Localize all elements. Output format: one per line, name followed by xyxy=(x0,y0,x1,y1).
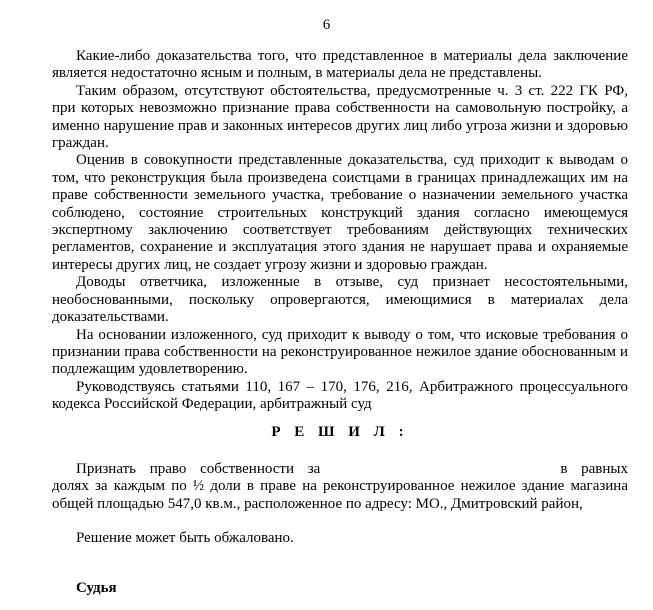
signature-judge: Судья xyxy=(76,579,117,596)
paragraph-appeal: Решение может быть обжаловано. xyxy=(76,530,294,547)
paragraph-conclusion: На основании изложенного, суд приходит к выводу о том, что исковые требования о признании права собственности на реконструированное нежилое здание обоснованным и подлежащим удовлетворению. xyxy=(52,326,628,378)
paragraph-evidence: Какие-либо доказательства того, что представленное в материалы дела заключение является недостаточно ясным и полным, в материалы дела не представлены. xyxy=(52,48,628,82)
paragraph-decision xyxy=(52,461,628,513)
paragraph-circumstances: Таким образом, отсутствуют обстоятельства, предусмотренные ч. 3 ст. 222 ГК РФ, при которых невозможно признание права собственности на самовольную постройку, а именно нарушение прав и законных интересов других лиц либо угроза жизни и здоровью граждан. xyxy=(52,82,628,152)
paragraph-defendant-arguments: Доводы ответчика, изложенные в отзыве, суд признает несостоятельными, необоснованными, поскольку опровергаются, имеющимися в материалах дела доказательствами. xyxy=(52,274,628,326)
decision-heading: Р Е Ш И Л : xyxy=(271,423,409,440)
page-number: 6 xyxy=(322,17,331,33)
paragraph-legal-basis: Руководствуясь статьями 110, 167 – 170, 176, 216, Арбитражного процессуального кодекса Российской Федерации, арбитражный суд xyxy=(52,378,628,413)
document-body xyxy=(52,48,628,597)
decision-text-start: Признать право собственности за xyxy=(76,460,321,477)
decision-text-end: в равных долях за каждым по ½ доли в праве на реконструированное нежилое здание магазина общей площадью 547,0 кв.м., расположенное по адресу: МО., Дмитровский район, xyxy=(52,460,628,512)
paragraph-assessment: Оценив в совокупности представленные доказательства, суд приходит к выводам о том, что реконструкция была произведена соистцами в границах принадлежащих им на праве собственности земельного участка, требование о назначении земельного участка соблюдено, состояние строительных конструкций здания согласно имеющемуся экспертному заключению соответствует требованиям действующих технических регламентов, сохранение и эксплуатация этого здания не нарушает права и охраняемые интересы других лиц, не создает угрозу жизни и здоровью граждан. xyxy=(52,152,628,273)
